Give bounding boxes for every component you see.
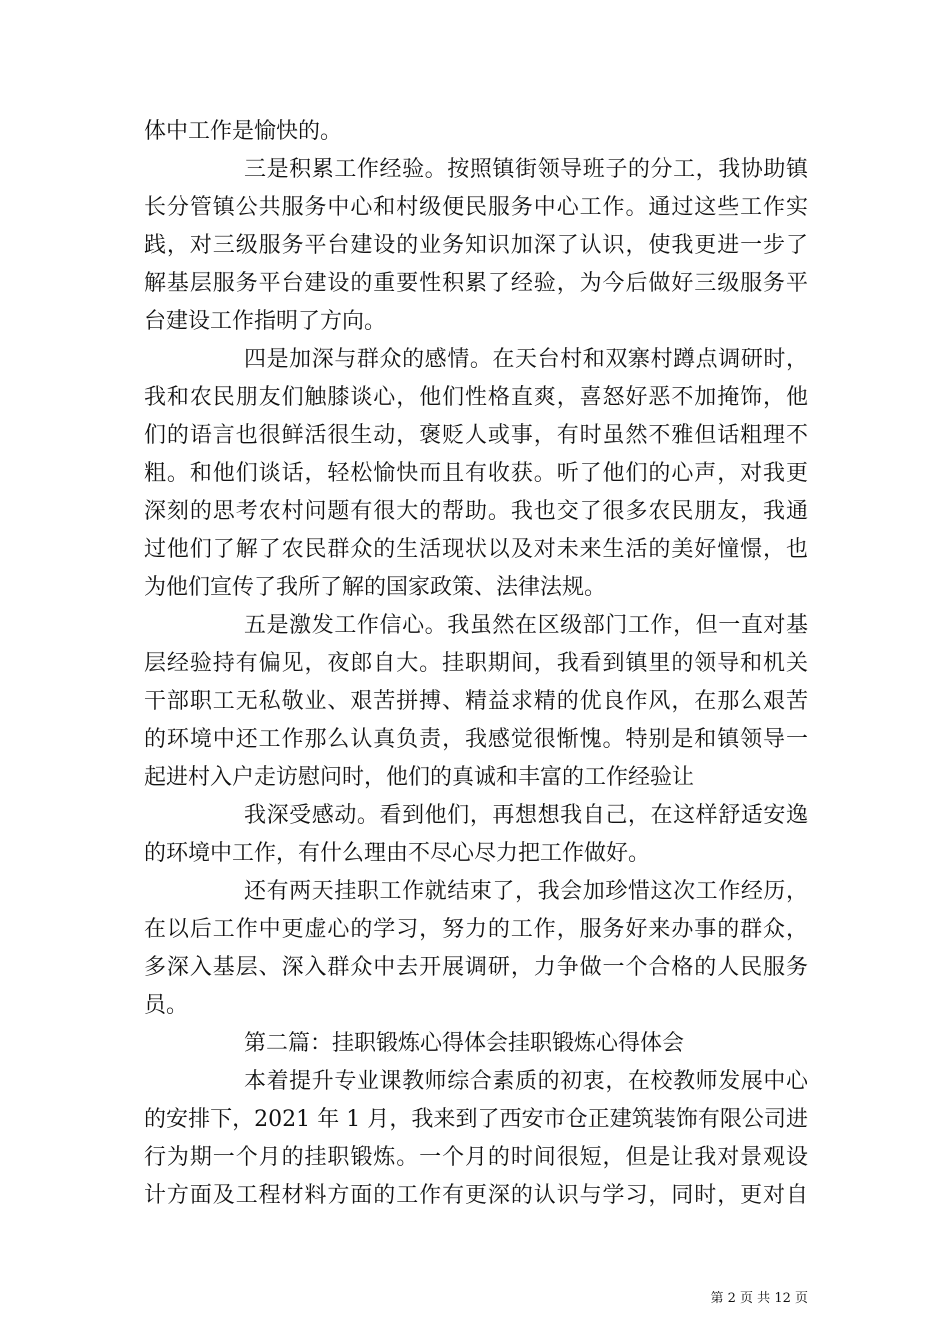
text-line: 台建设工作指明了方向。 <box>144 309 387 334</box>
text-line: 三是积累工作经验。按照镇街领导班子的分工，我协助镇 <box>244 157 808 182</box>
text-line: 解基层服务平台建设的重要性积累了经验，为今后做好三级服务平 <box>144 271 808 296</box>
text-line: 的安排下，2021 年 1 月，我来到了西安市仓正建筑装饰有限公司进 <box>144 1107 808 1132</box>
text-line: 深刻的思考农村问题有很大的帮助。我也交了很多农民朋友，我通 <box>144 499 808 524</box>
text-line: 的环境中工作，有什么理由不尽心尽力把工作做好。 <box>144 841 651 866</box>
text-line: 层经验持有偏见，夜郎自大。挂职期间，我看到镇里的领导和机关 <box>144 651 808 676</box>
section-heading: 第二篇：挂职锻炼心得体会挂职锻炼心得体会 <box>244 1031 685 1056</box>
text-line: 长分管镇公共服务中心和村级便民服务中心工作。通过这些工作实 <box>144 195 808 220</box>
text-line: 的环境中还工作那么认真负责，我感觉很惭愧。特别是和镇领导一 <box>144 727 808 752</box>
text-line: 四是加深与群众的感情。在天台村和双寨村蹲点调研时， <box>244 347 808 372</box>
text-line: 行为期一个月的挂职锻炼。一个月的时间很短，但是让我对景观设 <box>144 1145 808 1170</box>
text-line: 多深入基层、深入群众中去开展调研，力争做一个合格的人民服务 <box>144 955 808 980</box>
text-line: 员。 <box>144 993 189 1018</box>
text-line: 我和农民朋友们触膝谈心，他们性格直爽，喜怒好恶不加掩饰，他 <box>144 385 808 410</box>
text-line: 践，对三级服务平台建设的业务知识加深了认识，使我更进一步了 <box>144 233 808 258</box>
text-line: 们的语言也很鲜活很生动，褒贬人或事，有时虽然不雅但话粗理不 <box>144 423 808 448</box>
text-line: 还有两天挂职工作就结束了，我会加珍惜这次工作经历， <box>244 879 808 904</box>
text-line: 五是激发工作信心。我虽然在区级部门工作，但一直对基 <box>244 613 808 638</box>
text-line: 起进村入户走访慰问时，他们的真诚和丰富的工作经验让 <box>144 765 695 790</box>
text-line: 粗。和他们谈话，轻松愉快而且有收获。听了他们的心声，对我更 <box>144 461 808 486</box>
text-line: 我深受感动。看到他们，再想想我自己，在这样舒适安逸 <box>244 803 808 828</box>
text-line: 体中工作是愉快的。 <box>144 119 343 144</box>
text-line: 为他们宣传了我所了解的国家政策、法律法规。 <box>144 575 607 600</box>
text-line: 干部职工无私敬业、艰苦拼搏、精益求精的优良作风，在那么艰苦 <box>144 689 808 714</box>
text-line: 计方面及工程材料方面的工作有更深的认识与学习，同时，更对自 <box>144 1183 808 1208</box>
text-line: 在以后工作中更虚心的学习，努力的工作，服务好来办事的群众， <box>144 917 808 942</box>
page-number: 第 2 页 共 12 页 <box>710 1291 808 1306</box>
text-line: 过他们了解了农民群众的生活现状以及对未来生活的美好憧憬，也 <box>144 537 808 562</box>
text-line: 本着提升专业课教师综合素质的初衷，在校教师发展中心 <box>244 1069 808 1094</box>
